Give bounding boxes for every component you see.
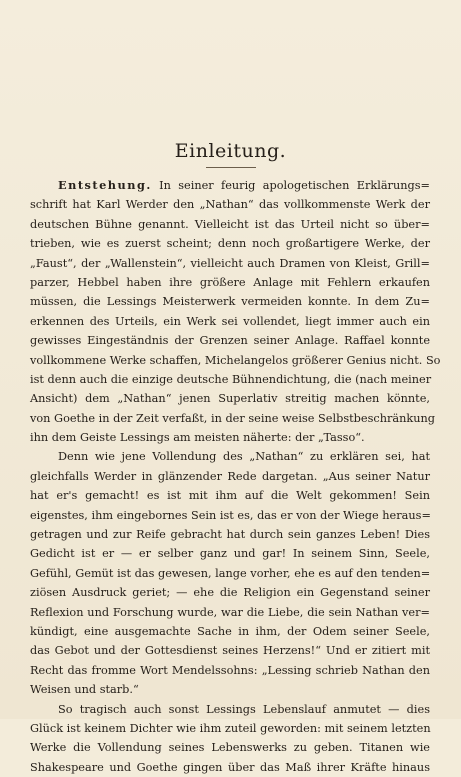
- text-line: [30, 370, 430, 389]
- text-line: [30, 254, 430, 273]
- line-text: In seiner feurig apologetischen Erklärungs=: [159, 179, 430, 192]
- line-text: ist denn auch die einzige deutsche Bühnendichtung, die (nach meiner: [30, 372, 432, 386]
- line-text: Recht das fromme Wort Mendelssohns: „Lessing schrieb Nathan den: [30, 663, 430, 677]
- line-text: Gefühl, Gemüt ist das gewesen, lange vorher, ehe es auf den tenden=: [30, 566, 431, 580]
- text-line: [30, 738, 430, 757]
- text-line: [30, 447, 430, 466]
- line-text: getragen und zur Reife gebracht hat durch sein ganzes Leben! Dies: [30, 528, 430, 542]
- line-text: schrift hat Karl Werder den „Nathan“ das vollkommenste Werk der: [30, 198, 430, 212]
- section-lead: Entstehung.: [58, 178, 152, 192]
- line-text: parzer, Hebbel haben ihre größere Anlage mit Fehlern erkaufen: [30, 275, 430, 289]
- line-text: So tragisch auch sonst Lessings Lebenslauf anmutet — dies: [58, 702, 430, 716]
- line-text: eigenstes, ihm eingebornes Sein ist es, das er von der Wiege heraus=: [30, 508, 431, 522]
- line-text: Weisen und starb.“: [30, 683, 139, 697]
- text-line: [30, 544, 430, 563]
- line-text: das Gebot und der Gottesdienst seines Herzens!“ Und er zitiert mit: [30, 644, 430, 658]
- line-text: Denn wie jene Vollendung des „Nathan“ zu erklären sei, hat: [58, 450, 430, 464]
- text-line: [30, 758, 430, 777]
- text-line: [30, 409, 436, 428]
- text-line: [30, 486, 430, 505]
- text-line: [30, 467, 430, 486]
- text-line: [30, 525, 430, 544]
- chapter-title: Einleitung.: [174, 140, 287, 162]
- line-text: ziösen Ausdruck geriet; — ehe die Religion ein Gegenstand seiner: [30, 586, 430, 600]
- text-line: [30, 719, 430, 738]
- text-line: [30, 215, 430, 234]
- line-text: trieben, wie es zuerst scheint; denn noch großartigere Werke, der: [30, 237, 430, 251]
- text-line: [30, 428, 430, 447]
- line-text: vollkommene Werke schaffen, Michelangelos größerer Genius nicht. So: [30, 353, 441, 367]
- text-line: [30, 331, 430, 350]
- line-text: Reflexion und Forschung wurde, war die Liebe, die sein Nathan ver=: [30, 605, 430, 619]
- text-line: [30, 176, 430, 195]
- text-line: [30, 603, 430, 622]
- text-line: [30, 351, 441, 370]
- line-text: Werke die Vollendung seines Lebenswerks zu geben. Titanen wie: [30, 741, 430, 755]
- line-text: Glück ist keinem Dichter wie ihm zuteil geworden: mit seinem letzten: [30, 721, 431, 735]
- line-text: ihn dem Geiste Lessings am meisten näherte: der „Tasso“.: [30, 431, 365, 445]
- line-text: Shakespeare und Goethe gingen über das Maß ihrer Kräfte hinaus: [30, 760, 430, 774]
- text-line: [30, 234, 430, 253]
- text-line: [30, 680, 430, 699]
- text-line: [30, 273, 430, 292]
- line-text: „Faust“, der „Wallenstein“, vielleicht auch Dramen von Kleist, Grill=: [30, 256, 430, 270]
- text-line: [30, 389, 430, 408]
- line-text: gewisses Eingeständnis der Grenzen seiner Anlage. Raffael konnte: [30, 334, 430, 348]
- text-line: [30, 700, 430, 719]
- text-line: [30, 641, 430, 660]
- body-text: [30, 176, 441, 777]
- title-underline: [206, 167, 256, 168]
- text-line: [30, 312, 430, 331]
- line-text: erkennen des Urteils, ein Werk sei vollendet, liegt immer auch ein: [30, 314, 430, 328]
- line-text: kündigt, eine ausgemachte Sache in ihm, der Odem seiner Seele,: [30, 624, 430, 638]
- line-text: von Goethe in der Zeit verfaßt, in der seine weise Selbstbeschränkung: [30, 411, 436, 425]
- text-line: [30, 661, 430, 680]
- text-line: [30, 195, 430, 214]
- line-text: müssen, die Lessings Meisterwerk vermeiden konnte. In dem Zu=: [30, 295, 430, 309]
- text-line: [30, 622, 430, 641]
- line-text: deutschen Bühne genannt. Vielleicht ist das Urteil nicht so über=: [30, 217, 430, 231]
- line-text: hat er's gemacht! es ist mit ihm auf die Welt gekommen! Sein: [30, 489, 430, 503]
- text-line: [30, 564, 430, 583]
- line-text: gleichfalls Werder in glänzender Rede dargetan. „Aus seiner Natur: [30, 469, 430, 483]
- line-text: Gedicht ist er — er selber ganz und gar! In seinem Sinn, Seele,: [30, 547, 430, 561]
- text-line: [30, 292, 430, 311]
- line-text: Ansicht) dem „Nathan“ jenen Superlativ streitig machen könnte,: [30, 392, 430, 406]
- text-line: [30, 506, 430, 525]
- text-line: [30, 583, 430, 602]
